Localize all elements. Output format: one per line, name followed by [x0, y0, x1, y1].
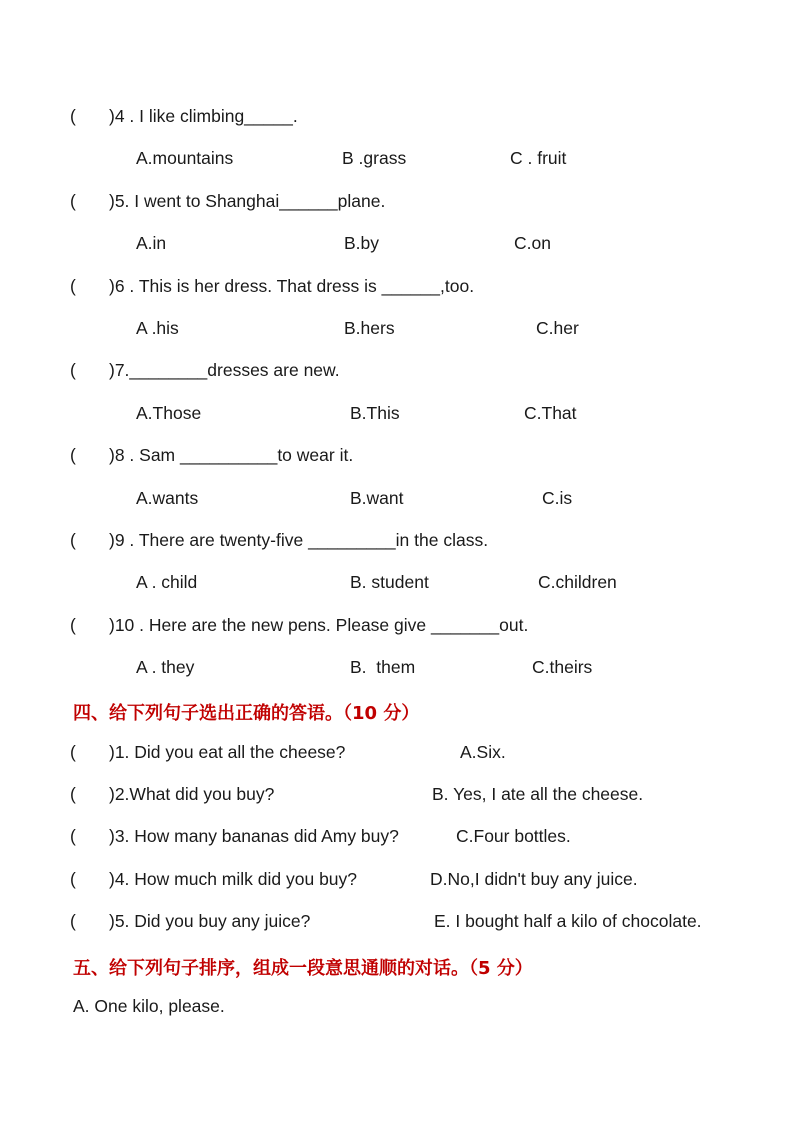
option-b: B .grass	[342, 148, 407, 168]
dialogue-line-a: A. One kilo, please.	[73, 996, 225, 1016]
option-b: B. them	[350, 657, 416, 677]
option-c: C.children	[538, 572, 617, 592]
answer-blank[interactable]: (	[70, 742, 76, 762]
match-answer: A.Six.	[460, 742, 506, 762]
option-b: B.by	[344, 233, 380, 253]
option-a: A.Those	[136, 403, 202, 423]
match-question: )3. How many bananas did Amy buy?	[109, 826, 399, 846]
option-c: C.That	[524, 403, 577, 423]
match-answer: E. I bought half a kilo of chocolate.	[434, 911, 702, 931]
question-text: )8 . Sam __________to wear it.	[109, 445, 354, 465]
option-b: B.This	[350, 403, 400, 423]
section-4-heading: 四、给下列句子选出正确的答语。（10 分）	[73, 703, 420, 724]
answer-blank[interactable]: (	[70, 826, 76, 846]
match-answer: D.No,I didn't buy any juice.	[430, 869, 638, 889]
match-question: )1. Did you eat all the cheese?	[109, 742, 346, 762]
option-c: C.theirs	[532, 657, 593, 677]
answer-blank[interactable]: (	[70, 530, 76, 550]
answer-blank[interactable]: (	[70, 784, 76, 804]
match-question: )5. Did you buy any juice?	[109, 911, 311, 931]
question-text: )7.________dresses are new.	[109, 360, 340, 380]
question-text: )10 . Here are the new pens. Please give _______out.	[109, 615, 529, 635]
option-c: C.her	[536, 318, 579, 338]
option-a: A . they	[136, 657, 195, 677]
answer-blank[interactable]: (	[70, 615, 76, 635]
option-a: A . child	[136, 572, 198, 592]
answer-blank[interactable]: (	[70, 869, 76, 889]
answer-blank[interactable]: (	[70, 191, 76, 211]
option-c: C.on	[514, 233, 551, 253]
option-a: A.in	[136, 233, 167, 253]
section-5-heading: 五、给下列句子排序，组成一段意思通顺的对话。（5 分）	[73, 958, 533, 979]
match-question: )2.What did you buy?	[109, 784, 275, 804]
answer-blank[interactable]: (	[70, 445, 76, 465]
answer-blank[interactable]: (	[70, 276, 76, 296]
question-text: )6 . This is her dress. That dress is ______,too.	[109, 276, 475, 296]
match-answer: B. Yes, I ate all the cheese.	[432, 784, 644, 804]
option-c: C.is	[542, 488, 573, 508]
answer-blank[interactable]: (	[70, 360, 76, 380]
option-c: C . fruit	[510, 148, 567, 168]
question-text: )5. I went to Shanghai______plane.	[109, 191, 386, 211]
answer-blank[interactable]: (	[70, 911, 76, 931]
option-b: B.want	[350, 488, 404, 508]
question-text: )4 . I like climbing_____.	[109, 106, 298, 126]
answer-blank[interactable]: (	[70, 106, 76, 126]
option-a: A.mountains	[136, 148, 234, 168]
match-question: )4. How much milk did you buy?	[109, 869, 358, 889]
option-a: A .his	[136, 318, 179, 338]
option-b: B. student	[350, 572, 429, 592]
option-b: B.hers	[344, 318, 395, 338]
question-text: )9 . There are twenty-five _________in the class.	[109, 530, 489, 550]
option-a: A.wants	[136, 488, 199, 508]
match-answer: C.Four bottles.	[456, 826, 571, 846]
